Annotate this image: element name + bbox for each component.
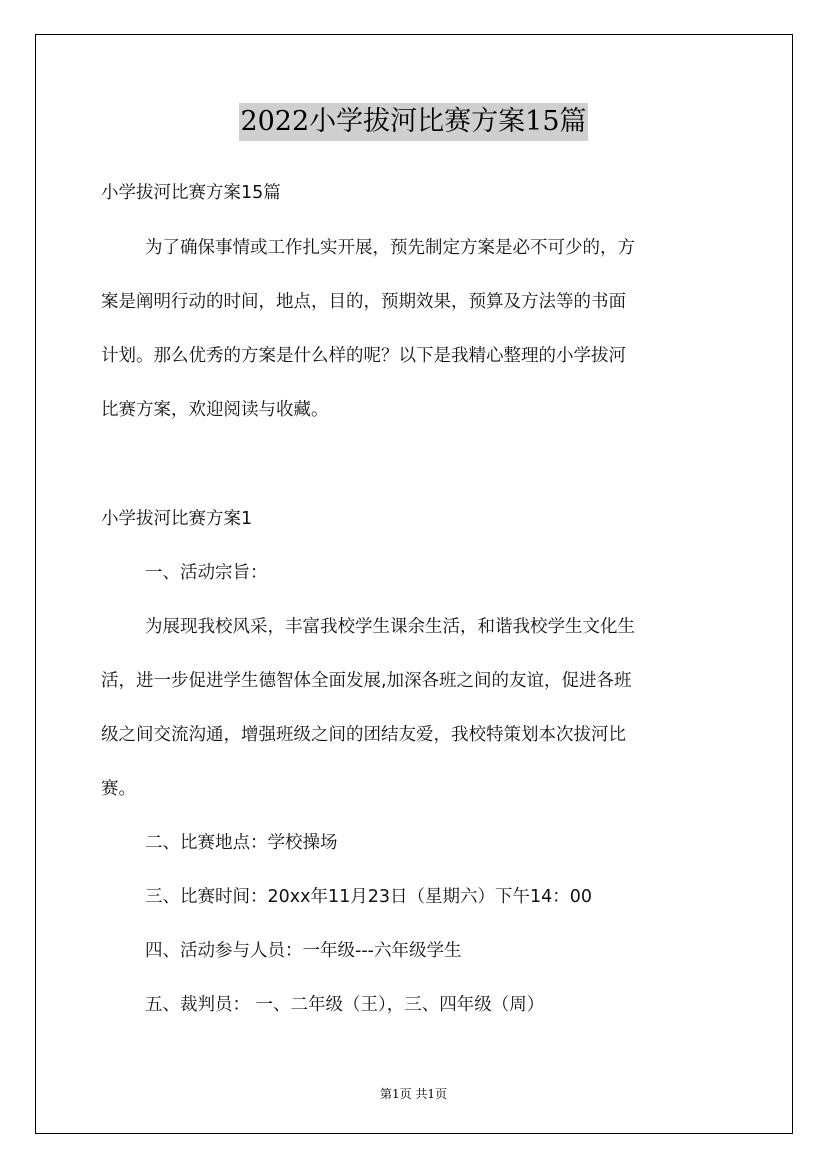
page-number: 第1页 共1页 [379,1087,448,1101]
purpose-line-1: 为展现我校风采，丰富我校学生课余生活，和谐我校学生文化生 [145,617,635,637]
item3-time: 三、比赛时间：20xx年11月23日（星期六）下午14：00 [145,887,593,907]
item5-referees: 五、裁判员： 一、二年级（王），三、四年级（周） [145,995,545,1015]
purpose-line-2: 活，进一步促进学生德智体全面发展,加深各班之间的友谊，促进各班 [101,671,632,691]
item4-participants: 四、活动参与人员：一年级---六年级学生 [145,941,462,961]
intro-line-3: 计划。那么优秀的方案是什么样的呢？以下是我精心整理的小学拔河 [101,346,626,366]
intro-line-2: 案是阐明行动的时间，地点，目的，预期效果，预算及方法等的书面 [101,292,626,312]
intro-line-1: 为了确保事情或工作扎实开展，预先制定方案是必不可少的，方 [145,238,635,258]
purpose-line-3: 级之间交流沟通，增强班级之间的团结友爱，我校特策划本次拔河比 [101,725,626,745]
document-subtitle: 小学拔河比赛方案15篇 [101,183,281,203]
section-title: 小学拔河比赛方案1 [101,509,253,529]
document-title: 2022小学拔河比赛方案15篇 [0,103,827,141]
intro-line-4: 比赛方案，欢迎阅读与收藏。 [101,400,329,420]
item1-heading: 一、活动宗旨： [145,563,268,583]
purpose-line-4: 赛。 [101,779,136,799]
item2-location: 二、比赛地点：学校操场 [145,833,338,853]
